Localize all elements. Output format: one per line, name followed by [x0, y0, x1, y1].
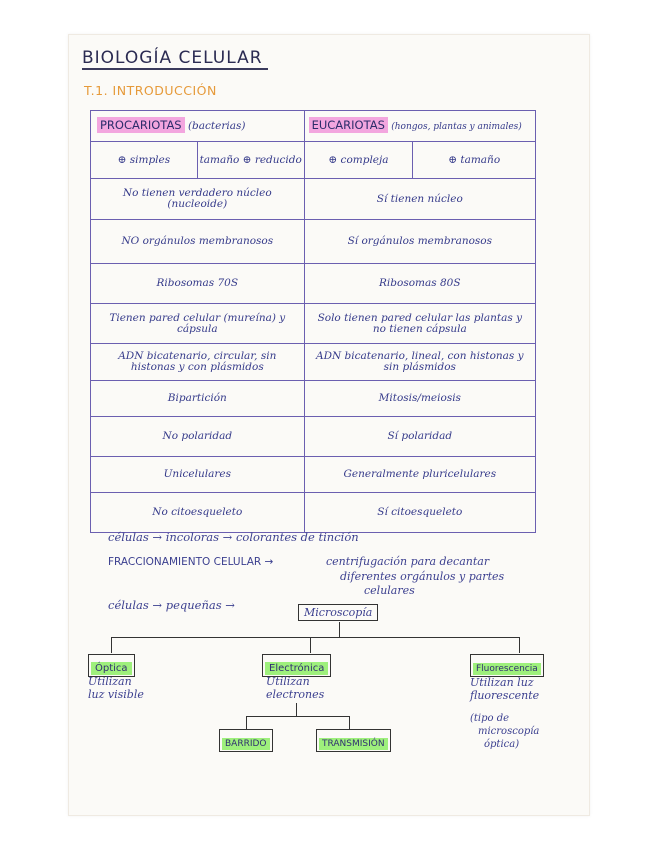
- fluor-desc-3: (tipo de: [470, 713, 510, 724]
- sub-tree-right: [349, 716, 350, 730]
- table-cell-right: Generalmente pluricelulares: [304, 457, 535, 493]
- tree-stem: [339, 622, 340, 638]
- fluor-desc-2: fluorescente: [470, 689, 540, 702]
- table-row: [91, 493, 536, 533]
- table-row: [91, 220, 536, 264]
- optica-desc-1: Utilizan: [88, 675, 132, 688]
- table-header-row: [91, 111, 536, 142]
- table-row: [91, 457, 536, 493]
- table-cell-right: Sí citoesqueleto: [304, 493, 535, 533]
- table-row: [91, 179, 536, 220]
- table-cell-left: Bipartición: [91, 381, 305, 417]
- table-cell-left: No tienen verdadero núcleo (nucleoide): [91, 179, 305, 220]
- prokaryote-sub-cell: [91, 142, 305, 179]
- table-row: [91, 417, 536, 457]
- note-fractionation-text-1: centrifugación para decantar: [326, 555, 490, 568]
- table-cell-left: No polaridad: [91, 417, 305, 457]
- eukaryote-note: (hongos, plantas y animales): [391, 121, 522, 132]
- table-cell-left: Ribosomas 70S: [91, 264, 305, 304]
- prokaryote-simple: ⊕ simples: [91, 142, 197, 178]
- table-cell-right: Ribosomas 80S: [304, 264, 535, 304]
- note-fractionation-text-3: celulares: [364, 584, 415, 597]
- table-cell-left: Unicelulares: [91, 457, 305, 493]
- table-row: [91, 381, 536, 417]
- eukaryote-size: ⊕ tamaño: [448, 153, 501, 166]
- fluor-desc-5: óptica): [484, 739, 520, 750]
- table-cell-right: Mitosis/meiosis: [304, 381, 535, 417]
- note-fractionation-label: FRACCIONAMIENTO CELULAR →: [108, 556, 274, 568]
- prokaryote-note: (bacterias): [187, 120, 246, 132]
- tree-branch-left: [111, 637, 112, 653]
- electronica-desc-2: electrones: [266, 688, 325, 701]
- table-cell-right: Sí tienen núcleo: [304, 179, 535, 220]
- transmision-label: TRANSMISIÓN: [319, 738, 388, 750]
- sub-tree-branch: [246, 716, 350, 717]
- sub-tree-left: [246, 716, 247, 730]
- note-small-cells: células → pequeñas →: [108, 598, 235, 612]
- table-cell-right: Sí polaridad: [304, 417, 535, 457]
- tree-branch-mid: [310, 637, 311, 653]
- optica-box: [88, 654, 135, 677]
- tree-branch-right: [519, 637, 520, 653]
- title-underline: [82, 68, 268, 70]
- barrido-box: [219, 729, 273, 752]
- fluor-desc-1: Utilizan luz: [470, 676, 534, 689]
- table-cell-left: No citoesqueleto: [91, 493, 305, 533]
- electronica-label: Electrónica: [265, 662, 328, 675]
- page-title: BIOLOGÍA CELULAR: [82, 48, 263, 68]
- prokaryote-size: tamaño ⊕ reducido: [199, 153, 302, 166]
- table-cell-right: ADN bicatenario, lineal, con histonas y sin plásmidos: [304, 344, 535, 381]
- prokaryote-header: [91, 111, 305, 142]
- table-subheader-row: [91, 142, 536, 179]
- fluorescencia-label: Fluorescencia: [473, 663, 541, 675]
- electronica-box: [262, 654, 331, 677]
- tree-branch: [111, 637, 520, 638]
- electronica-desc-1: Utilizan: [266, 675, 310, 688]
- optica-label: Óptica: [91, 662, 132, 675]
- transmision-box: [316, 729, 391, 752]
- eukaryote-complex: ⊕ compleja: [305, 142, 413, 178]
- section-subtitle: T.1. INTRODUCCIÓN: [84, 83, 217, 98]
- table-cell-right: Solo tienen pared celular las plantas y no tienen cápsula: [304, 304, 535, 344]
- barrido-label: BARRIDO: [222, 738, 270, 750]
- table-cell-right: Sí orgánulos membranosos: [304, 220, 535, 264]
- eukaryote-header: [304, 111, 535, 142]
- sub-tree-stem: [296, 703, 297, 716]
- table-row: [91, 264, 536, 304]
- eukaryote-sub-cell: [304, 142, 535, 179]
- table-row: [91, 344, 536, 381]
- comparison-table: [90, 110, 536, 533]
- fluor-desc-4: microscopía: [478, 726, 540, 737]
- table-cell-left: NO orgánulos membranosos: [91, 220, 305, 264]
- optica-desc-2: luz visible: [88, 688, 144, 701]
- table-cell-left: ADN bicatenario, circular, sin histonas y con plásmidos: [91, 344, 305, 381]
- table-cell-left: Tienen pared celular (mureína) y cápsula: [91, 304, 305, 344]
- prokaryote-title: PROCARIOTAS: [97, 117, 185, 133]
- fluorescencia-box: [470, 654, 544, 677]
- microscopy-box: Microscopía: [298, 604, 378, 621]
- table-row: [91, 304, 536, 344]
- note-fractionation-text-2: diferentes orgánulos y partes: [340, 570, 505, 583]
- note-staining: células → incoloras → colorantes de tinción: [108, 530, 359, 544]
- eukaryote-title: EUCARIOTAS: [309, 117, 388, 133]
